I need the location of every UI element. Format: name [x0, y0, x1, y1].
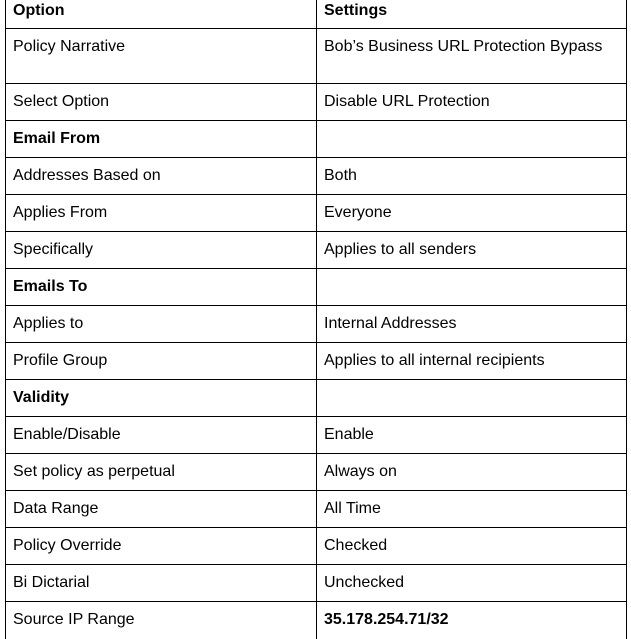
row-setting: Both — [317, 158, 627, 195]
row-setting: Checked — [317, 528, 627, 565]
table-row — [6, 232, 627, 269]
row-setting: Everyone — [317, 195, 627, 232]
row-option: Applies From — [6, 195, 317, 232]
row-setting: All Time — [317, 491, 627, 528]
row-option: Specifically — [6, 232, 317, 269]
table-row — [6, 84, 627, 121]
table-row — [6, 29, 627, 84]
row-setting: Enable — [317, 417, 627, 454]
table-row — [6, 158, 627, 195]
header-option: Option — [6, 0, 317, 29]
row-setting: Unchecked — [317, 565, 627, 602]
policy-settings-table — [5, 0, 627, 639]
section-row-emails-to — [6, 269, 627, 306]
section-heading: Validity — [6, 380, 317, 417]
row-option: Source IP Range — [6, 602, 317, 639]
table-row — [6, 343, 627, 380]
table-row — [6, 306, 627, 343]
header-settings: Settings — [317, 0, 627, 29]
table-header-row — [6, 0, 627, 29]
section-heading: Emails To — [6, 269, 317, 306]
table-row — [6, 491, 627, 528]
table-row — [6, 454, 627, 491]
row-setting: 35.178.254.71/32 — [317, 602, 627, 639]
row-option: Profile Group — [6, 343, 317, 380]
row-option: Policy Narrative — [6, 29, 317, 84]
row-setting: Always on — [317, 454, 627, 491]
table-row — [6, 195, 627, 232]
row-setting: Disable URL Protection — [317, 84, 627, 121]
row-option: Set policy as perpetual — [6, 454, 317, 491]
table-row — [6, 602, 627, 639]
row-option: Data Range — [6, 491, 317, 528]
row-setting: Applies to all senders — [317, 232, 627, 269]
row-setting: Applies to all internal recipients — [317, 343, 627, 380]
table-row — [6, 528, 627, 565]
row-option: Policy Override — [6, 528, 317, 565]
table-row — [6, 565, 627, 602]
row-option: Select Option — [6, 84, 317, 121]
row-setting — [317, 269, 627, 306]
row-option: Applies to — [6, 306, 317, 343]
row-option: Bi Dictarial — [6, 565, 317, 602]
row-option: Enable/Disable — [6, 417, 317, 454]
section-row-validity — [6, 380, 627, 417]
row-setting — [317, 121, 627, 158]
row-option: Addresses Based on — [6, 158, 317, 195]
row-setting: Bob’s Business URL Protection Bypass — [317, 29, 627, 84]
row-setting: Internal Addresses — [317, 306, 627, 343]
table-row — [6, 417, 627, 454]
row-setting — [317, 380, 627, 417]
section-heading: Email From — [6, 121, 317, 158]
section-row-email-from — [6, 121, 627, 158]
